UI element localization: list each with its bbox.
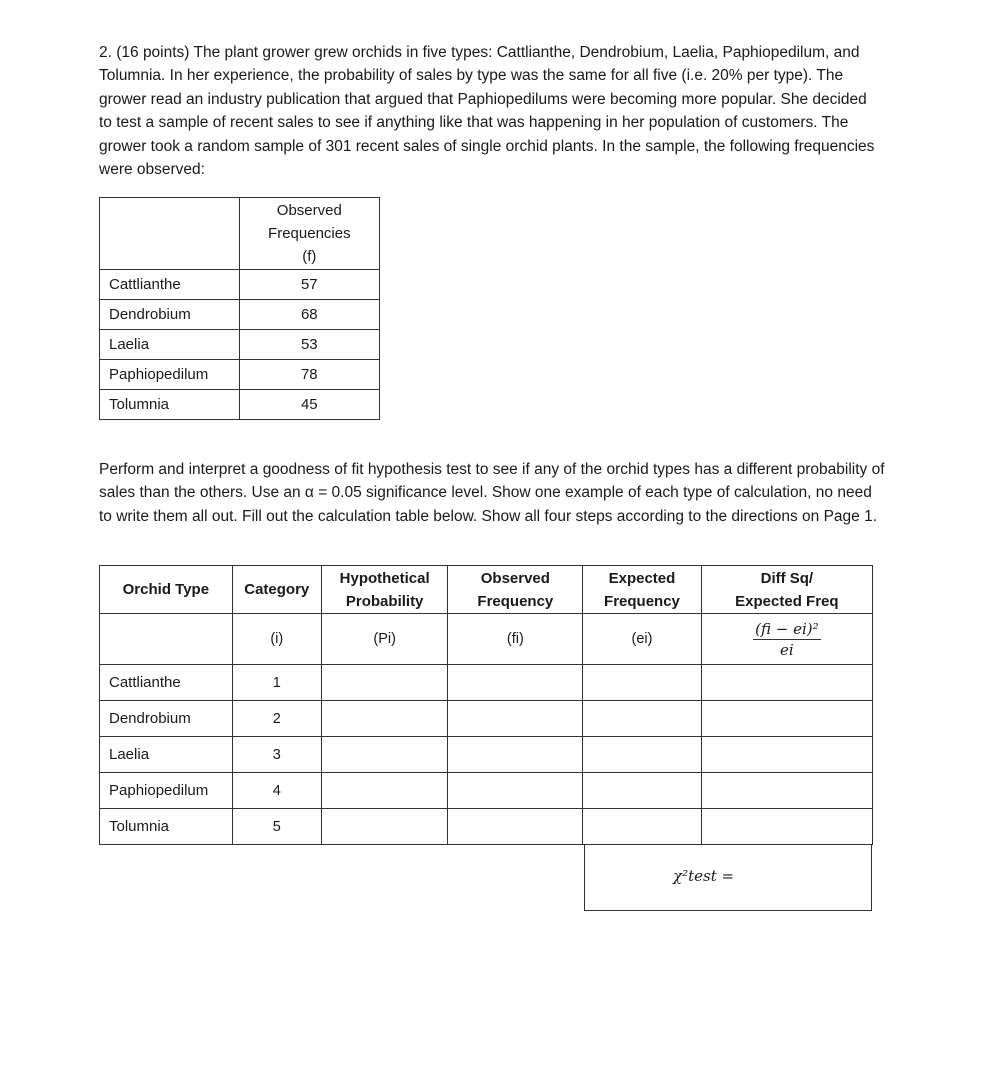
expected-cell[interactable] xyxy=(583,701,702,737)
symbol-row xyxy=(100,614,873,665)
observed-value: 45 xyxy=(239,390,379,420)
observed-frequencies-table xyxy=(99,197,380,420)
observed-cell[interactable] xyxy=(448,773,583,809)
table-row xyxy=(100,737,873,773)
table-row xyxy=(100,701,873,737)
observed-value: 57 xyxy=(239,270,379,300)
probability-cell[interactable] xyxy=(321,737,448,773)
table-row xyxy=(100,390,380,420)
orchid-type: Paphiopedilum xyxy=(100,360,240,390)
header-expected-line2: Frequency xyxy=(604,592,680,610)
diff-sq-cell[interactable] xyxy=(701,665,872,701)
category-number: 1 xyxy=(232,665,321,701)
header-probability xyxy=(321,566,448,614)
observed-value: 78 xyxy=(239,360,379,390)
formula-numerator: (fi − ei)² xyxy=(755,619,819,638)
header-expected xyxy=(583,566,702,614)
observed-cell[interactable] xyxy=(448,701,583,737)
orchid-type: Dendrobium xyxy=(100,701,233,737)
category-number: 3 xyxy=(232,737,321,773)
diff-sq-cell[interactable] xyxy=(701,737,872,773)
table-row xyxy=(100,773,873,809)
expected-cell[interactable] xyxy=(583,665,702,701)
observed-cell[interactable] xyxy=(448,665,583,701)
orchid-type: Dendrobium xyxy=(100,300,240,330)
orchid-type: Laelia xyxy=(100,330,240,360)
header-observed: Observed xyxy=(276,202,342,219)
header-frequencies: Frequencies xyxy=(268,225,351,242)
expected-cell[interactable] xyxy=(583,737,702,773)
observed-value: 68 xyxy=(239,300,379,330)
empty-header-cell xyxy=(100,198,240,270)
header-observed xyxy=(448,566,583,614)
header-probability-line2: Probability xyxy=(345,592,424,610)
probability-cell[interactable] xyxy=(321,701,448,737)
symbol-category: (i) xyxy=(232,614,321,665)
category-number: 4 xyxy=(232,773,321,809)
header-observed-line2: Frequency xyxy=(477,592,554,610)
header-diff-line1: Diff Sq/ xyxy=(760,569,814,587)
header-f: (f) xyxy=(302,248,317,265)
table-row xyxy=(100,665,873,701)
observed-cell[interactable] xyxy=(448,809,583,845)
calculation-table xyxy=(99,565,873,845)
header-observed-line1: Observed xyxy=(480,569,550,587)
symbol-probability: (Pi) xyxy=(321,614,448,665)
orchid-type: Paphiopedilum xyxy=(100,773,233,809)
table-row xyxy=(100,300,380,330)
category-number: 5 xyxy=(232,809,321,845)
header-diff-line2: Expected Freq xyxy=(735,592,839,610)
diff-sq-cell[interactable] xyxy=(701,809,872,845)
expected-cell[interactable] xyxy=(583,773,702,809)
orchid-type: Cattlianthe xyxy=(100,270,240,300)
problem-instructions: Perform and interpret a goodness of fit hypothesis test to see if any of the orchid types has a different probability of sales than the others. Use an α = 0.05 significance level. Show one example of each type of calculation, no need to write them all out. Fill out the calculation table below. Show all four steps according to the directions on Page 1. xyxy=(99,461,885,525)
symbol-expected: (ei) xyxy=(583,614,702,665)
orchid-type: Tolumnia xyxy=(100,809,233,845)
header-probability-line1: Hypothetical xyxy=(339,569,430,587)
observed-value: 53 xyxy=(239,330,379,360)
observed-cell[interactable] xyxy=(448,737,583,773)
orchid-type: Tolumnia xyxy=(100,390,240,420)
formula-denominator: ei xyxy=(780,640,794,659)
header-orchid-type: Orchid Type xyxy=(100,566,233,614)
header-category: Category xyxy=(232,566,321,614)
probability-cell[interactable] xyxy=(321,809,448,845)
table-row xyxy=(100,809,873,845)
chi-square-result-box[interactable] xyxy=(584,844,872,911)
table-row xyxy=(100,270,380,300)
orchid-type: Cattlianthe xyxy=(100,665,233,701)
chi-square-label: χ²test = xyxy=(673,867,735,885)
probability-cell[interactable] xyxy=(321,665,448,701)
category-number: 2 xyxy=(232,701,321,737)
table-row xyxy=(100,330,380,360)
header-row xyxy=(100,566,873,614)
symbol-empty xyxy=(100,614,233,665)
orchid-type: Laelia xyxy=(100,737,233,773)
diff-sq-cell[interactable] xyxy=(701,701,872,737)
header-expected-line1: Expected xyxy=(608,569,676,587)
diff-sq-cell[interactable] xyxy=(701,773,872,809)
header-diff-sq xyxy=(701,566,872,614)
probability-cell[interactable] xyxy=(321,773,448,809)
table-row xyxy=(100,360,380,390)
problem-intro: 2. (16 points) The plant grower grew orchids in five types: Cattlianthe, Dendrobium, Laelia, Paphiopedilum, and Tolumnia. In her experience, the probability of sales by type was the same for all five (i.e. 20% per type). The grower read an industry publication that argued that Paphiopedilums were becoming more popular. She decided to test a sample of recent sales to see if anything like that was happening in her population of customers. The grower took a random sample of 301 recent sales of single orchid plants. In the sample, the following frequencies were observed: xyxy=(99,44,875,179)
symbol-formula xyxy=(701,614,872,665)
expected-cell[interactable] xyxy=(583,809,702,845)
chi-square-formula xyxy=(753,620,821,659)
observed-frequencies-header xyxy=(239,198,379,270)
symbol-observed: (fi) xyxy=(448,614,583,665)
